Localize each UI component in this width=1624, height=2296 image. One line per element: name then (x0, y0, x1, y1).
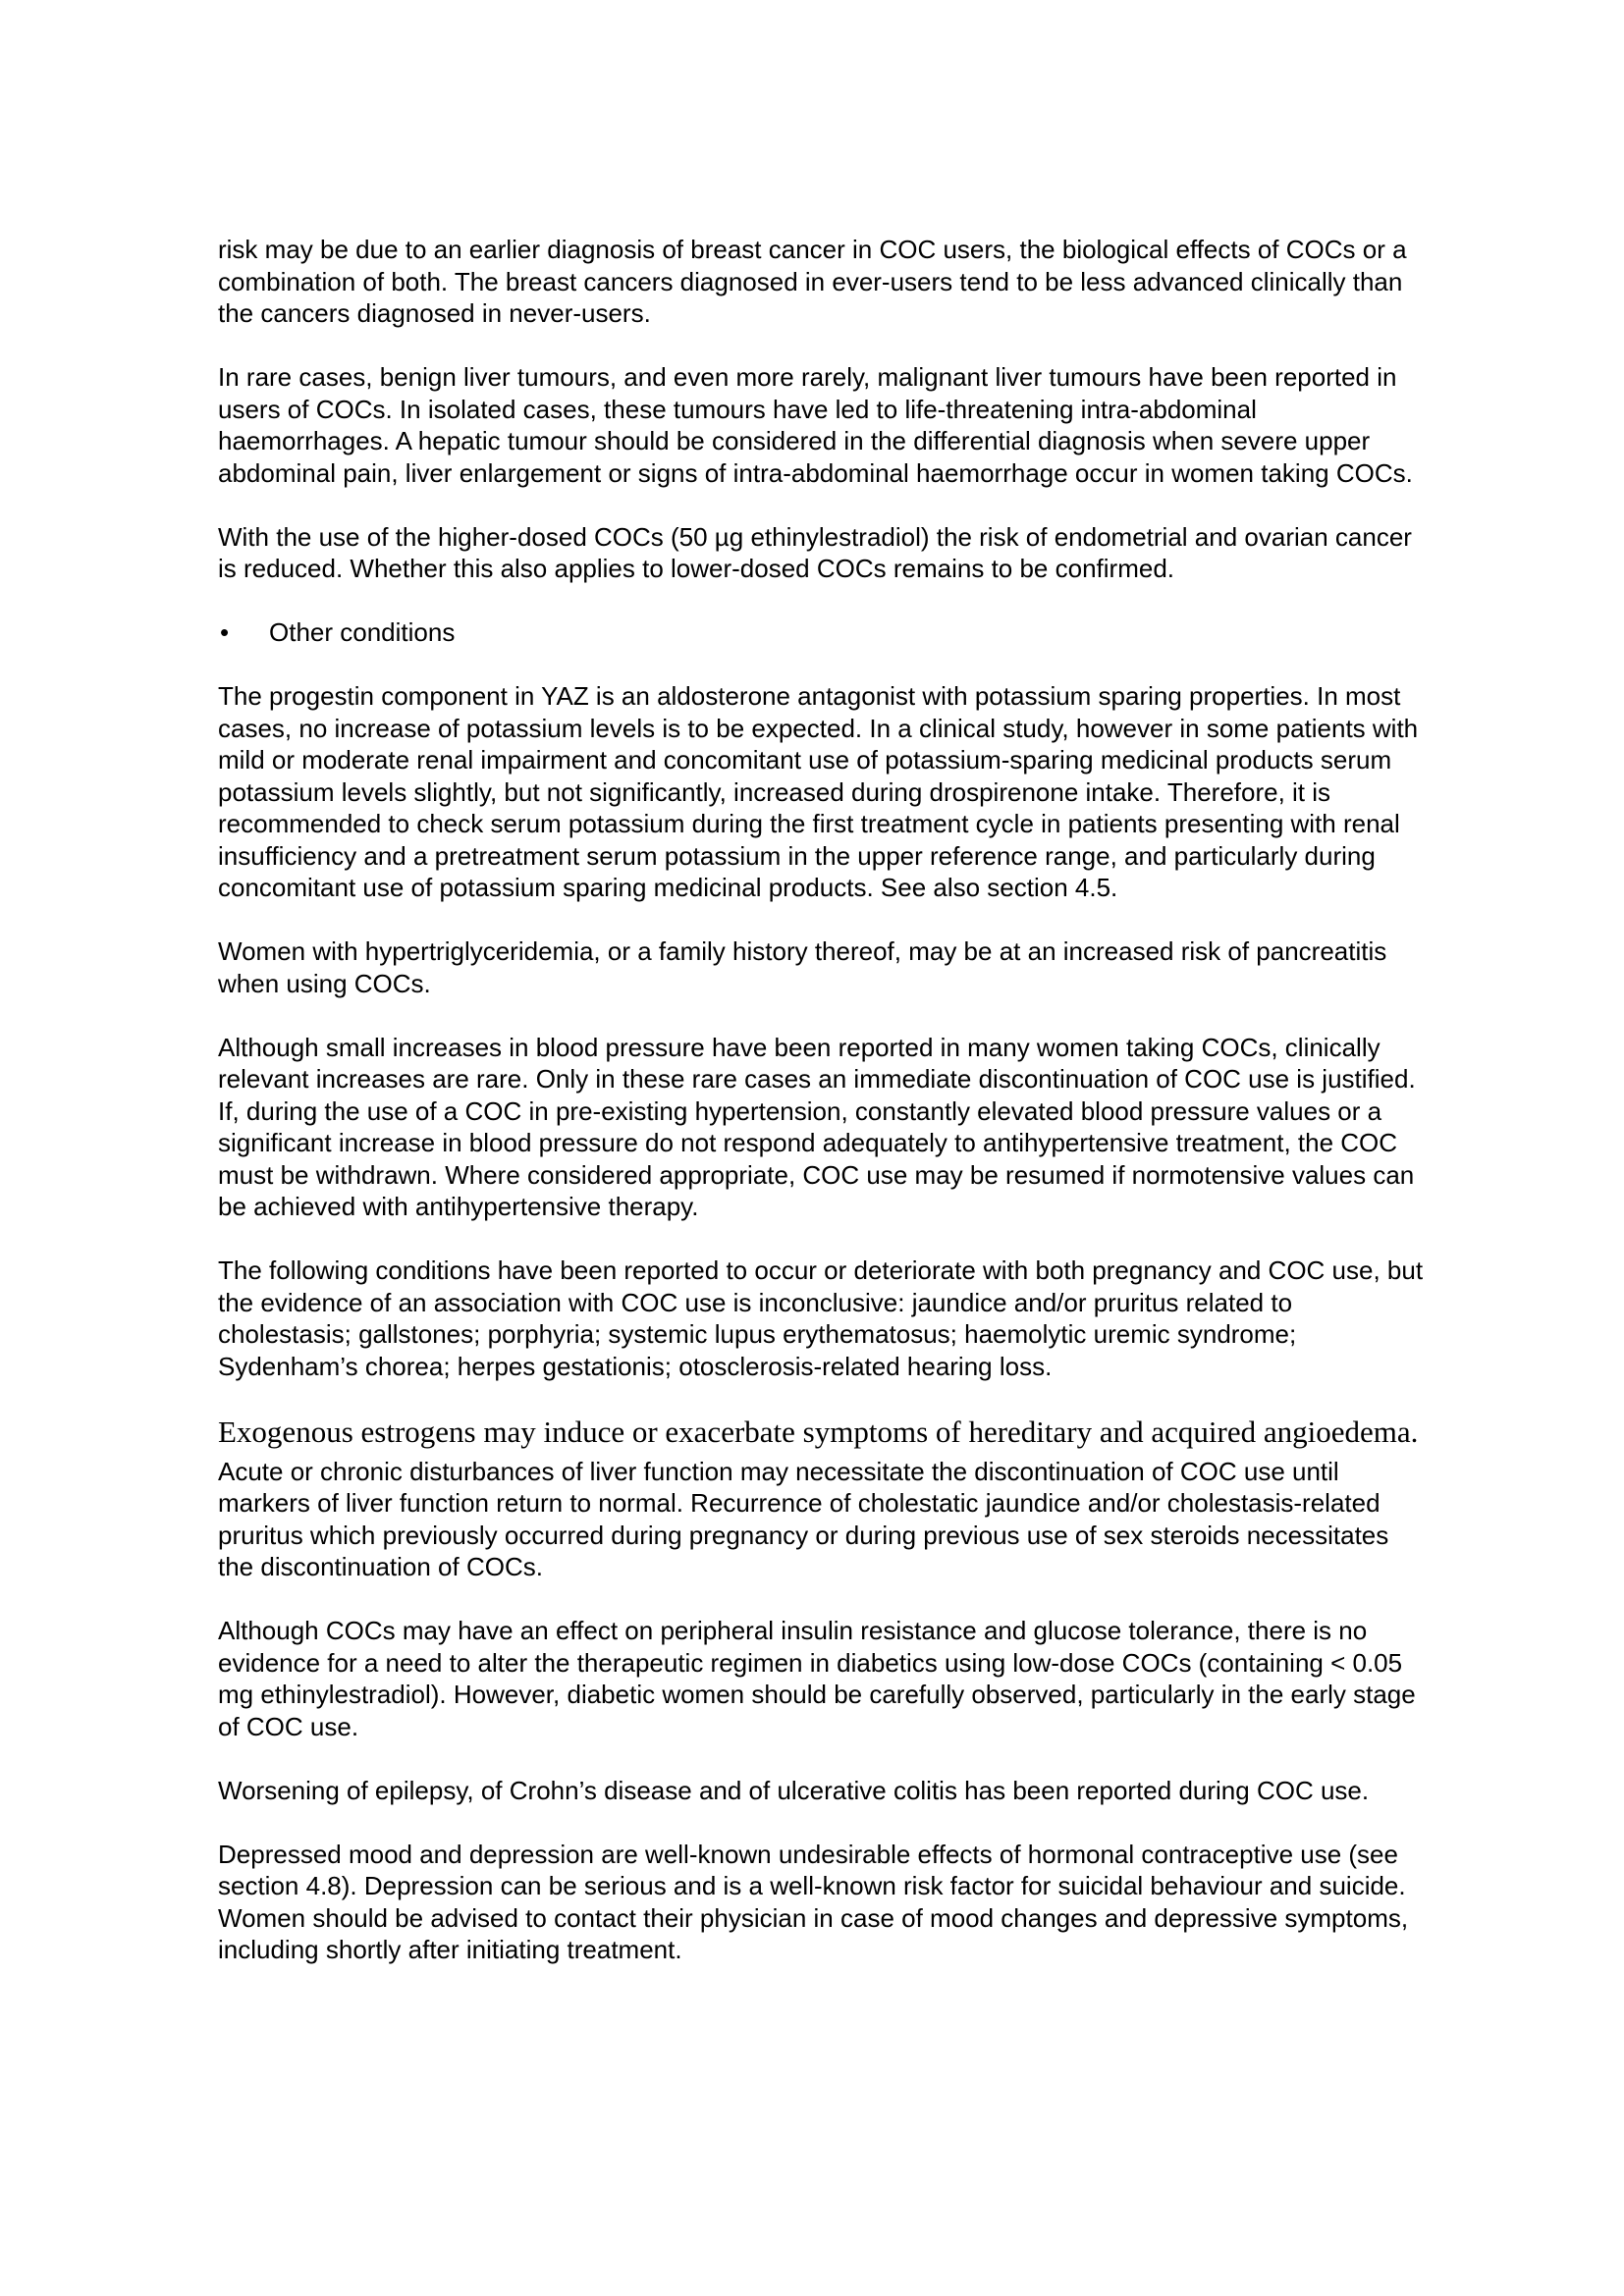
document-page (218, 234, 1426, 1998)
paragraph-pregnancy-conditions: The following conditions have been reported to occur or deteriorate with both pregnancy and COC use, but the evidence of an association with COC use is inconclusive: jaundice and/or pruritus related to cholestasis; gallstones; porphyria; systemic lupus erythematosus; haemolytic uremic syndrome; Sydenham’s chorea; herpes gestationis; otosclerosis-related hearing loss. (218, 1255, 1424, 1381)
bullet-other-conditions (218, 616, 1426, 649)
paragraph-liver-tumours: In rare cases, benign liver tumours, and even more rarely, malignant liver tumours have been reported in users of COCs. In isolated cases, these tumours have led to life-threatening intra-abdominal haemorrhages. A hepatic tumour should be considered in the differential diagnosis when severe upper abdominal pain, liver enlargement or signs of intra-abdominal haemorrhage occur in women taking COCs. (218, 362, 1413, 488)
paragraph-epilepsy-crohns: Worsening of epilepsy, of Crohn’s disease and of ulcerative colitis has been reported during COC use. (218, 1775, 1370, 1805)
paragraph-insulin-resistance: Although COCs may have an effect on peripheral insulin resistance and glucose tolerance, there is no evidence for a need to alter the therapeutic regimen in diabetics using low-dose COCs (containing < 0.05 mg ethinylestradiol). However, diabetic women should be carefully observed, particularly in the early stage of COC use. (218, 1616, 1416, 1741)
bullet-label: Other conditions (269, 617, 456, 647)
paragraph-progestin-potassium: The progestin component in YAZ is an aldosterone antagonist with potassium sparing properties. In most cases, no increase of potassium levels is to be expected. In a clinical study, however in some patients with mild or moderate renal impairment and concomitant use of potassium-sparing medicinal products serum potassium levels slightly, but not significantly, increased during drospirenone intake. Therefore, it is recommended to check serum potassium during the first treatment cycle in patients presenting with renal insufficiency and a pretreatment serum potassium in the upper reference range, and particularly during concomitant use of potassium sparing medicinal products. See also section 4.5. (218, 681, 1419, 902)
paragraph-breast-cancer-risk: risk may be due to an earlier diagnosis of breast cancer in COC users, the biological effects of COCs or a combination of both. The breast cancers diagnosed in ever-users tend to be less advanced clinically than the cancers diagnosed in never-users. (218, 235, 1407, 328)
paragraph-hypertriglyceridemia: Women with hypertriglyceridemia, or a family history thereof, may be at an increased risk of pancreatitis when using COCs. (218, 936, 1387, 998)
paragraph-blood-pressure: Although small increases in blood pressure have been reported in many women taking COCs, clinically relevant increases are rare. Only in these rare cases an immediate discontinuation of COC use is justified. If, during the use of a COC in pre-existing hypertension, constantly elevated blood pressure values or a significant increase in blood pressure do not respond adequately to antihypertensive treatment, the COC must be withdrawn. Where considered appropriate, COC use may be resumed if normotensive values can be achieved with antihypertensive therapy. (218, 1032, 1416, 1221)
paragraph-liver-function: Acute or chronic disturbances of liver function may necessitate the discontinuation of COC use until markers of liver function return to normal. Recurrence of cholestatic jaundice and/or cholestasis-related pruritus which previously occurred during pregnancy or during previous use of sex steroids necessitates the discontinuation of COCs. (218, 1456, 1389, 1581)
paragraph-endometrial-ovarian-cancer: With the use of the higher-dosed COCs (50 µg ethinylestradiol) the risk of endometrial and ovarian cancer is reduced. Whether this also applies to lower-dosed COCs remains to be confirmed. (218, 521, 1412, 583)
paragraph-angioedema: Exogenous estrogens may induce or exacerbate symptoms of hereditary and acquired angioedema. (218, 1414, 1419, 1449)
paragraph-depressed-mood: Depressed mood and depression are well-known undesirable effects of hormonal contraceptive use (see section 4.8). Depression can be serious and is a well-known risk factor for suicidal behaviour and suicide. Women should be advised to contact their physician in case of mood changes and depressive symptoms, including shortly after initiating treatment. (218, 1839, 1409, 1964)
bullet-icon: • (220, 617, 230, 647)
